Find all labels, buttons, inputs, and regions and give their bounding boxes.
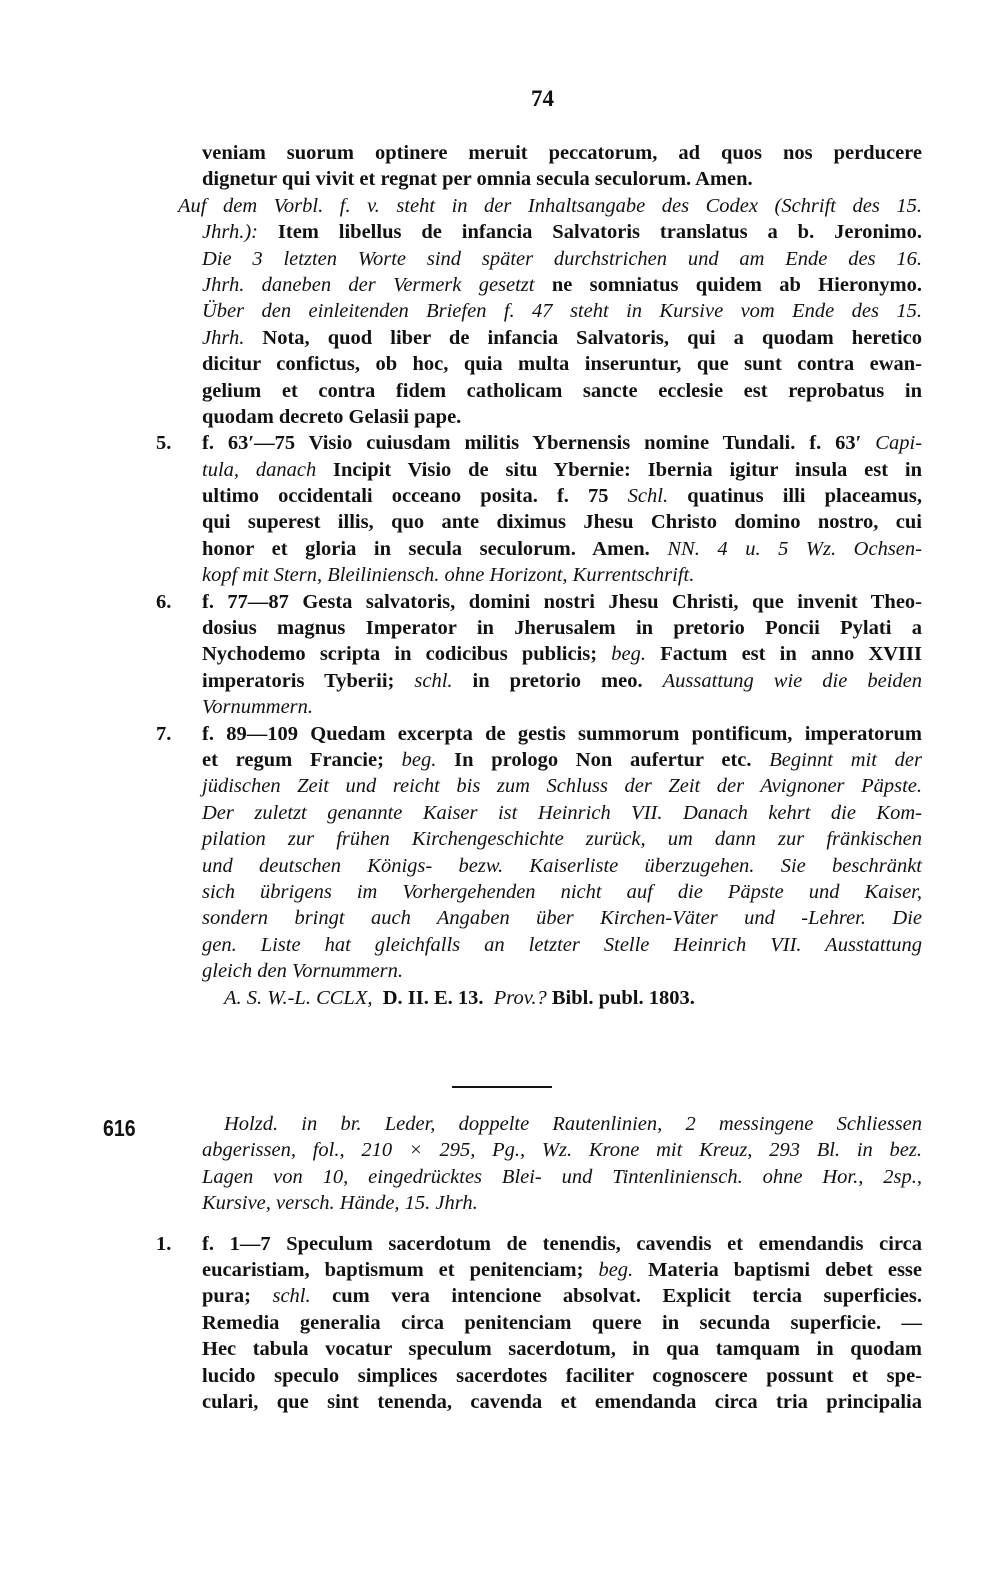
italic-segment: Die 3 letzten Worte sind später durchstrichen und am Ende des 16.: [202, 247, 922, 270]
text-segment: Factum est in anno XVIII: [646, 643, 922, 666]
text-segment: Item libellus de infancia Salvatoris translatus a b. Jeronimo.: [277, 221, 922, 244]
item-line: [202, 958, 922, 984]
item-line: [156, 1231, 922, 1257]
italic-segment: kopf mit Stern, Bleiliniensch. ohne Horizont, Kurrentschrift.: [202, 564, 695, 587]
text-segment: f. 89—109 Quedam excerpta de gestis summorum pontificum, imperatorum: [202, 722, 922, 745]
item-line: [202, 826, 922, 852]
italic-segment: Jhrh.):: [202, 221, 278, 244]
text-segment: qui superest illis, quo ante diximus Jhesu Christo domino nostro, cui: [202, 511, 922, 534]
italic-segment: pilation zur frühen Kirchengeschichte zurück, um dann zur fränkischen: [202, 828, 922, 851]
item-line: [202, 562, 922, 588]
item-number: 1.: [156, 1232, 172, 1255]
item-line: [202, 932, 922, 958]
text-segment: et regum Francie;: [202, 748, 402, 771]
italic-segment: Aussattung wie die beiden: [662, 669, 922, 692]
item-line: [156, 430, 922, 456]
item-line: [202, 1283, 922, 1309]
italic-segment: Jhrh.: [202, 326, 263, 349]
item-line: [202, 483, 922, 509]
signature-segment: D. II. E. 13.: [372, 986, 494, 1009]
note-line: [202, 272, 922, 298]
description-line: [202, 1190, 922, 1216]
italic-segment: Capi-: [875, 432, 922, 455]
description-line: [202, 1137, 922, 1163]
item-line: [202, 905, 922, 931]
description-line: [202, 1111, 922, 1137]
text-segment: Incipit Visio de situ Ybernie: Ibernia igitur insula est in: [333, 458, 922, 481]
italic-segment: abgerissen, fol., 210 × 295, Pg., Wz. Krone mit Kreuz, 293 Bl. in bez.: [202, 1139, 922, 1162]
italic-segment: sich übrigens im Vorhergehenden nicht auf die Päpste und Kaiser,: [202, 880, 922, 903]
text-segment: gelium et contra fidem catholicam sancte ecclesie est reprobatus in: [202, 379, 922, 402]
signature-line: [202, 985, 922, 1011]
italic-segment: Auf dem Vorbl. f. v. steht in der Inhaltsangabe des Codex (Schrift des 15.: [178, 194, 922, 217]
note-line: [202, 351, 922, 377]
item-line: [202, 509, 922, 535]
item-line: [202, 615, 922, 641]
text-line: [202, 166, 922, 192]
italic-segment: beg.: [401, 748, 437, 771]
italic-segment: Holzd. in br. Leder, doppelte Rautenlinien, 2 messingene Schliessen: [224, 1113, 922, 1135]
note-line: [202, 219, 922, 245]
text-segment: f. 1—7 Speculum sacerdotum de tenendis, cavendis et emendandis circa: [202, 1232, 922, 1255]
item-line: [202, 1363, 922, 1389]
text-segment: Hec tabula vocatur speculum sacerdotum, in qua tamquam in quodam: [202, 1338, 922, 1361]
italic-segment: NN. 4 u. 5 Wz. Ochsen-: [667, 537, 922, 560]
text-segment: quodam decreto Gelasii pape.: [202, 405, 462, 428]
item-number: 6.: [156, 590, 172, 613]
item-line: [202, 853, 922, 879]
item-line: [202, 641, 922, 667]
text-segment: veniam suorum optinere meruit peccatorum, ad quos nos perducere: [202, 142, 922, 164]
italic-segment: beg.: [598, 1258, 634, 1281]
note-line: [202, 378, 922, 404]
item-number: 7.: [156, 722, 172, 745]
text-segment: Materia baptismi debet esse: [633, 1258, 923, 1281]
italic-segment: gleich den Vornummern.: [202, 960, 403, 983]
item-line: [202, 668, 922, 694]
entry-616-description: [156, 1111, 923, 1415]
text-segment: imperatoris Tyberii;: [202, 669, 415, 692]
item-line: [202, 1389, 922, 1415]
signature-segment: A. S. W.-L. CCLX,: [224, 986, 373, 1009]
italic-segment: sondern bringt auch Angaben über Kirchen-Väter und -Lehrer. Die: [202, 907, 922, 930]
item-line: [202, 773, 922, 799]
text-segment: f. 63′—75 Visio cuiusdam militis Ybernensis nomine Tundali. f. 63′: [202, 432, 876, 455]
text-segment: culari, que sint tenenda, cavenda et emendanda circa tria principalia: [202, 1390, 922, 1413]
item-number: 5.: [156, 432, 172, 455]
text-segment: in pretorio meo.: [452, 669, 663, 692]
item-line: [156, 721, 922, 747]
italic-segment: Jhrh. daneben der Vermerk gesetzt: [202, 273, 552, 296]
italic-segment: Lagen von 10, eingedrücktes Blei- und Tintenliniensch. ohne Hor., 2sp.,: [202, 1165, 922, 1188]
item-line: [202, 1336, 922, 1362]
text-segment: dignetur qui vivit et regnat per omnia secula seculorum. Amen.: [202, 168, 753, 191]
item-line: [202, 1257, 922, 1283]
text-segment: pura;: [202, 1285, 273, 1308]
italic-segment: schl.: [272, 1285, 311, 1308]
italic-segment: Kursive, versch. Hände, 15. Jhrh.: [202, 1192, 478, 1215]
section-divider: [452, 1086, 552, 1088]
italic-segment: und deutschen Königs- bezw. Kaiserliste überzugehen. Sie beschränkt: [202, 854, 922, 877]
italic-segment: gen. Liste hat gleichfalls an letzter Stelle Heinrich VII. Ausstattung: [202, 933, 922, 956]
italic-segment: jüdischen Zeit und reicht bis zum Schluss der Zeit der Avignoner Päpste.: [202, 775, 922, 798]
item-line: [202, 694, 922, 720]
item-line: [202, 879, 922, 905]
text-segment: honor et gloria in secula seculorum. Amen.: [202, 537, 668, 560]
italic-segment: tula, danach: [202, 458, 334, 481]
item-line: [202, 457, 922, 483]
italic-segment: schl.: [414, 669, 453, 692]
text-segment: Nychodemo scripta in codicibus publicis;: [202, 643, 612, 666]
text-segment: Remedia generalia circa penitenciam quere in secunda superficie. —: [202, 1311, 922, 1334]
text-segment: ultimo occidentali occeano posita. f. 75: [202, 485, 628, 508]
spacer: [202, 1217, 922, 1231]
text-segment: In prologo Non aufertur etc.: [436, 748, 770, 771]
item-line: [202, 536, 922, 562]
note-line: [202, 298, 922, 324]
text-segment: dosius magnus Imperator in Jherusalem in pretorio Poncii Pylati a: [202, 617, 922, 640]
text-line: [202, 140, 922, 166]
italic-segment: beg.: [611, 643, 646, 666]
item-line: [202, 800, 922, 826]
note-line: [178, 193, 922, 219]
item-line: [202, 747, 922, 773]
description-line: [202, 1164, 922, 1190]
item-line: [202, 1310, 922, 1336]
page-number: 74: [531, 86, 554, 111]
signature-segment: Bibl. publ. 1803.: [546, 986, 695, 1009]
continuation-text: [156, 140, 922, 1011]
text-segment: cum vera intencione absolvat. Explicit tercia superficies.: [310, 1285, 922, 1308]
note-line: [202, 404, 922, 430]
item-line: [156, 589, 922, 615]
note-line: [202, 246, 922, 272]
italic-segment: Der zuletzt genannte Kaiser ist Heinrich VII. Danach kehrt die Kom-: [202, 801, 922, 824]
text-segment: quatinus illi placeamus,: [668, 485, 922, 508]
italic-segment: Vornummern.: [202, 696, 314, 719]
italic-segment: Beginnt mit der: [769, 748, 922, 771]
signature-segment: Prov.?: [493, 986, 547, 1009]
text-segment: f. 77—87 Gesta salvatoris, domini nostri Jhesu Christi, que invenit Theo-: [202, 590, 922, 613]
italic-segment: Über den einleitenden Briefen f. 47 steht in Kursive vom Ende des 15.: [202, 300, 922, 323]
text-segment: lucido speculo simplices sacerdotes faciliter cognoscere possunt et spe-: [202, 1364, 922, 1387]
entry-number: 616: [103, 1115, 136, 1141]
text-segment: eucaristiam, baptismum et penitenciam;: [202, 1258, 599, 1281]
italic-segment: Schl.: [627, 485, 669, 508]
text-segment: ne somniatus quidem ab Hieronymo.: [551, 273, 922, 296]
text-segment: Nota, quod liber de infancia Salvatoris, qui a quodam heretico: [262, 326, 922, 349]
note-line: [202, 325, 922, 351]
text-segment: dicitur confictus, ob hoc, quia multa inseruntur, que sunt contra ewan-: [202, 353, 922, 376]
